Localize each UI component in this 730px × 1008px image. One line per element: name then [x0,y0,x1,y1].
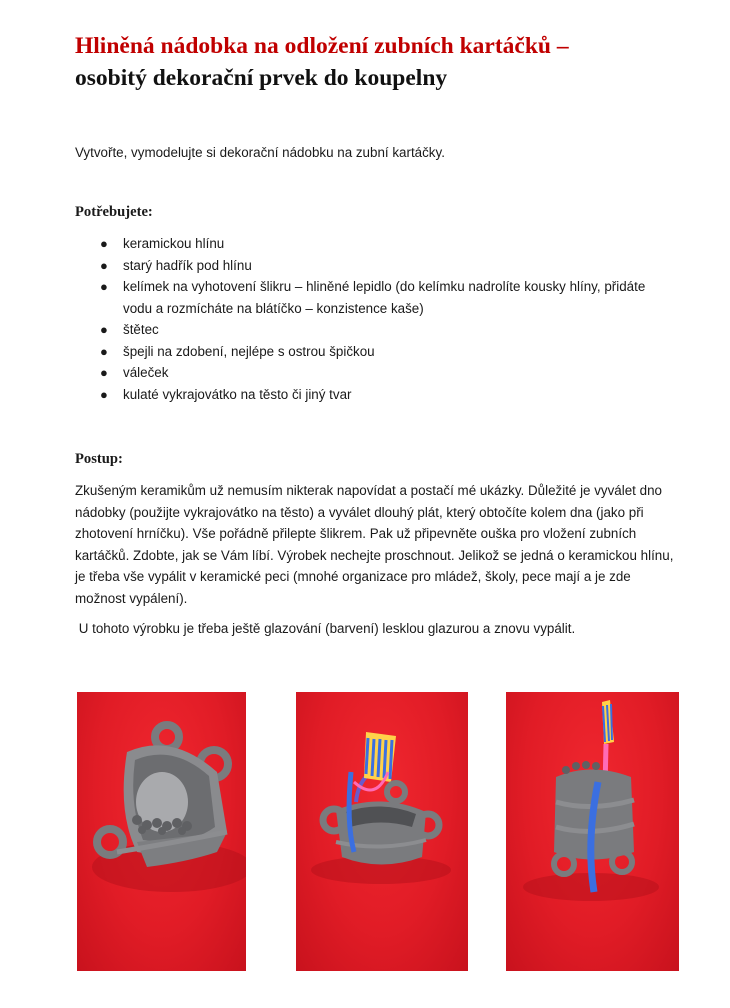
bullet-icon: ● [100,386,108,402]
bullet-icon: ● [100,343,108,359]
photo-clay-holder-front-view [506,692,679,971]
list-item: ● štětec [75,319,665,341]
list-item: ● kelímek na vyhotovení šlikru – hliněné lepidlo (do kelímku nadrolíte kousky hlíny, přidáte vodu a rozmícháte na blátíčko – konzistence kaše) [75,276,665,319]
title-line-2: osobitý dekorační prvek do koupelny [75,65,448,91]
list-item: ● keramickou hlínu [75,233,665,255]
bullet-icon: ● [100,322,108,337]
title-line-1: Hliněná nádobka na odložení zubních kartáčků – [75,33,569,59]
list-item: ● váleček [75,362,665,384]
bullet-icon: ● [100,279,108,294]
document-title [75,30,695,94]
bullet-icon: ● [100,365,108,380]
bullet-icon: ● [100,257,108,273]
procedure-paragraph-2: U tohoto výrobku je třeba ještě glazování (barvení) lesklou glazurou a znovu vypálit. [75,621,576,636]
list-item: ● starý hadřík pod hlínu [75,255,665,277]
photo-clay-holder-with-toothbrush [296,692,468,971]
needs-heading: Potřebujete: [75,204,153,220]
bullet-icon: ● [100,236,108,251]
procedure-heading: Postup: [75,451,123,467]
procedure-paragraph-1: Zkušeným keramikům už nemusím nikterak napovídat a postačí mé ukázky. Důležité je vyválet dno nádobky (použijte vykrajovátko na těsto) a vyválet dlouhý plát, který obtočíte kolem dna (jako při zhotovení hrníčku). Vše pořádně přilepte šlikrem. Pak už připevněte ouška pro vložení zubních kartáčků. Zdobte, jak se Vám líbí. Výrobek nechejte proschnout. Jelikož se jedná o keramickou hlínu, je třeba vše vypálit v keramické peci (mnohé organizace pro mládež, školy, pece mají a je zde možnost vypálení). [75,483,674,606]
list-item: ● kulaté vykrajovátko na těsto či jiný tvar [75,384,665,406]
needs-list [75,233,665,405]
intro-text: Vytvořte, vymodelujte si dekorační nádobku na zubní kartáčky. [75,145,445,160]
list-item: ● špejli na zdobení, nejlépe s ostrou špičkou [75,341,665,363]
photo-clay-holder-top-view [77,692,246,971]
